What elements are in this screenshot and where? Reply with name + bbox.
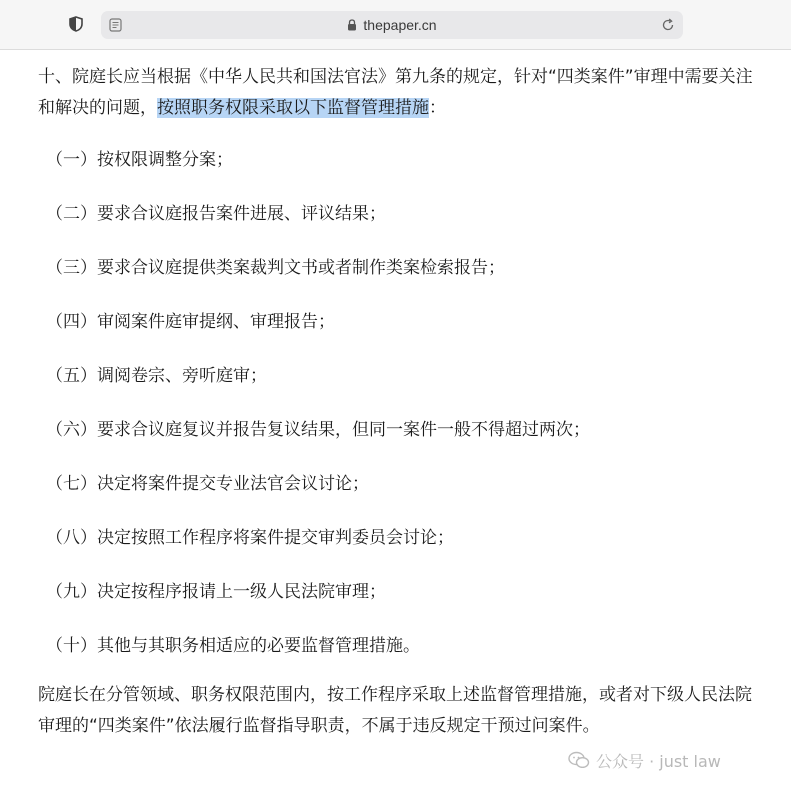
list-item: （九）决定按程序报请上一级人民法院审理； xyxy=(46,582,386,602)
watermark-text: 公众号 · just law xyxy=(596,751,721,771)
intro-punctuation: ： xyxy=(429,98,446,118)
lock-icon xyxy=(347,19,357,31)
list-item: （六）要求合议庭复议并报告复议结果，但同一案件一般不得超过两次； xyxy=(46,420,590,440)
list-item: （一）按权限调整分案； xyxy=(46,150,233,170)
shield-icon[interactable] xyxy=(68,16,84,32)
url-text: thepaper.cn xyxy=(363,17,437,33)
list-item: （十）其他与其职务相适应的必要监督管理措施。 xyxy=(46,636,420,656)
url-display[interactable] xyxy=(101,11,683,39)
intro-paragraph xyxy=(38,62,763,124)
wechat-logo-icon xyxy=(568,751,590,769)
list-item: （八）决定按照工作程序将案件提交审判委员会讨论； xyxy=(46,528,454,548)
article-body xyxy=(38,62,763,742)
watermark xyxy=(568,750,721,770)
reload-icon[interactable] xyxy=(661,18,675,32)
address-bar[interactable] xyxy=(101,11,683,39)
list-item: （三）要求合议庭提供类案裁判文书或者制作类案检索报告； xyxy=(46,258,505,278)
list-item: （五）调阅卷宗、旁听庭审； xyxy=(46,366,267,386)
list-item: （七）决定将案件提交专业法官会议讨论； xyxy=(46,474,369,494)
highlighted-text[interactable]: 按照职务权限采取以下监督管理措施 xyxy=(157,98,429,118)
measure-list xyxy=(38,145,763,662)
list-item: （四）审阅案件庭审提纲、审理报告； xyxy=(46,312,335,332)
browser-toolbar xyxy=(0,0,791,50)
closing-paragraph: 院庭长在分管领域、职务权限范围内，按工作程序采取上述监督管理措施，或者对下级人民法院审理的“四类案件”依法履行监督指导职责，不属于违反规定干预过问案件。 xyxy=(38,685,752,736)
intro-text: 十、院庭长应当根据《中华人民共和国法官法》第九条的规定，针对“四类案件”审理中需要关注和解决的问题， xyxy=(38,67,753,118)
list-item: （二）要求合议庭报告案件进展、评议结果； xyxy=(46,204,386,224)
